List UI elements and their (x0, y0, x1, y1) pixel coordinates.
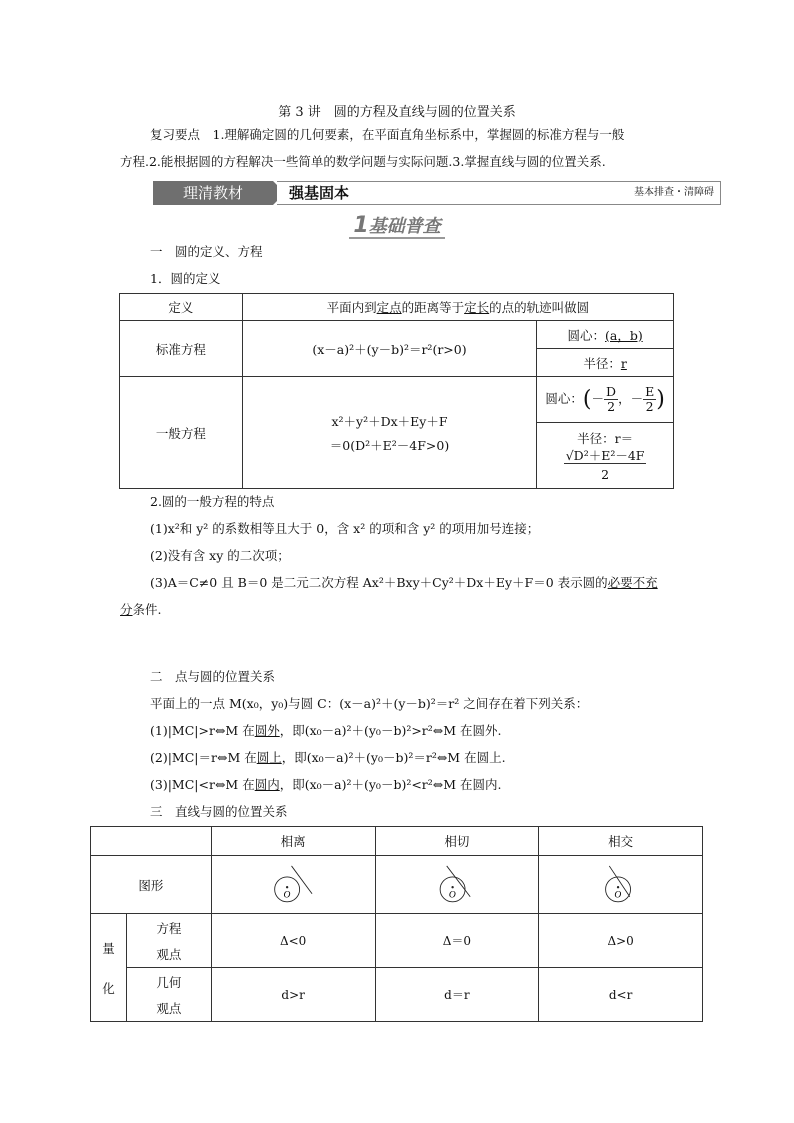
svg-text:O: O (448, 889, 456, 900)
feature-3-cont: 分条件. (120, 602, 162, 617)
eq-tangent: Δ＝0 (375, 914, 539, 968)
part1-heading: 一 圆的定义、方程 (150, 244, 263, 259)
circle-definition-table (119, 293, 674, 489)
review-line-2: 方程.2.能根据圆的方程解决一些简单的数学问题与实际问题.3.掌握直线与圆的位置关系. (120, 154, 606, 169)
std-center: 圆心：(a，b) (537, 321, 674, 349)
col-intersect: 相交 (539, 827, 703, 856)
std-radius: 半径：r (537, 349, 674, 377)
geo-tangent: d＝r (375, 968, 539, 1022)
def-length: 定长 (464, 300, 490, 315)
section-label: 基础普查 (368, 216, 441, 237)
geometry-view-label: 几何 观点 (126, 968, 211, 1022)
relation-on: (2)|MC|＝r⇔M 在圆上，即(x₀－a)²＋(y₀－b)²＝r²⇔M 在圆上. (150, 750, 506, 765)
std-equation: (x－a)²＋(y－b)²＝r²(r>0) (242, 321, 536, 377)
feature-2: (2)没有含 xy 的二次项； (150, 548, 290, 563)
page-title: 第 3 讲 圆的方程及直线与圆的位置关系 (278, 105, 516, 120)
relation-outside: (1)|MC|>r⇔M 在圆外，即(x₀－a)²＋(y₀－b)²>r²⇔M 在圆外. (150, 723, 502, 738)
col-separate: 相离 (211, 827, 375, 856)
banner-middle: 强基固本 (289, 184, 350, 202)
feature-1: (1)x²和 y² 的系数相等且大于 0，含 x² 的项和含 y² 的项用加号连接； (150, 521, 540, 536)
def-point: 定点 (376, 300, 402, 315)
feature-3: (3)A＝C≠0 且 B＝0 是二元二次方程 Ax²＋Bxy＋Cy²＋Dx＋Ey＋F＝0 表示圆的必要不充 (150, 575, 658, 590)
gen-equation: x²＋y²＋Dx＋Ey＋F ＝0(D²＋E²－4F>0) (242, 377, 536, 489)
relation-inside: (3)|MC|<r⇔M 在圆内，即(x₀－a)²＋(y₀－b)²<r²⇔M 在圆内. (150, 777, 502, 792)
section-number: 1 (353, 213, 369, 238)
gen-radius: 半径：r＝ $\frac{\text{√D²＋E²－4F}}{2}$ (537, 423, 674, 489)
geo-separate: d>r (211, 968, 375, 1022)
std-label: 标准方程 (120, 321, 243, 377)
banner-left: 理清教材 (153, 181, 273, 205)
line-circle-table (90, 826, 703, 1022)
section-banner (153, 181, 721, 205)
svg-text:O: O (283, 889, 291, 900)
section-heading (0, 212, 794, 238)
gen-label: 一般方程 (120, 377, 243, 489)
part3-heading: 三 直线与圆的位置关系 (150, 804, 288, 819)
circle-line-tangent-figure (435, 863, 479, 907)
circle-line-separate-figure (271, 863, 315, 907)
eq-separate: Δ<0 (211, 914, 375, 968)
part2-intro: 平面上的一点 M(x₀，y₀)与圆 C：(x－a)²＋(y－b)²＝r² 之间存在着下列关系： (150, 696, 589, 711)
figure-intersect (539, 856, 703, 914)
col-tangent: 相切 (375, 827, 539, 856)
def-content: 平面内到定点的距离等于定长的点的轨迹叫做圆 (242, 294, 673, 321)
gen-center: 圆心：(－ $\frac{D}{2}$ ，－ $\frac{E}{2}$ ) (537, 377, 674, 423)
part1-sub1: 1．圆的定义 (150, 271, 221, 286)
quantify-label: 量 化 (91, 914, 127, 1022)
row-figure-label: 图形 (91, 856, 212, 914)
geo-intersect: d<r (539, 968, 703, 1022)
def-label: 定义 (120, 294, 243, 321)
part2-heading: 二 点与圆的位置关系 (150, 669, 276, 684)
eq-intersect: Δ>0 (539, 914, 703, 968)
svg-text:O: O (614, 889, 621, 900)
figure-tangent (375, 856, 539, 914)
banner-right: 基本排查・清障碍 (634, 187, 714, 198)
review-line-1: 复习要点 1.理解确定圆的几何要素，在平面直角坐标系中，掌握圆的标准方程与一般 (150, 127, 625, 142)
equation-view-label: 方程 观点 (126, 914, 211, 968)
figure-separate (211, 856, 375, 914)
part1-sub2: 2.圆的一般方程的特点 (150, 494, 275, 509)
circle-line-intersect-figure (599, 863, 643, 907)
